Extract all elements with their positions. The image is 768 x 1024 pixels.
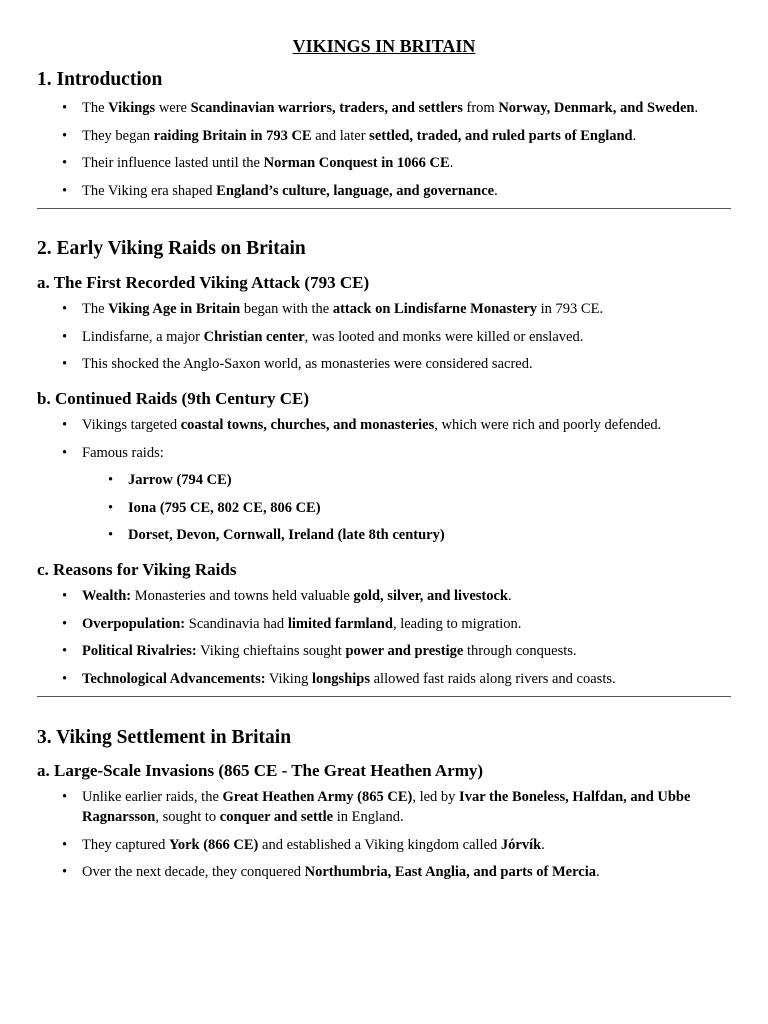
section-heading-settlement: 3. Viking Settlement in Britain — [37, 727, 292, 748]
text-run: , leading to migration. — [392, 615, 522, 632]
subsection-heading-invasions: a. Large-Scale Invasions (865 CE - The Great Heathen Army) — [37, 761, 484, 780]
text-run: Vikings targeted — [82, 417, 181, 433]
bold-text: England’s culture, language, and governance — [216, 182, 495, 199]
text-run: They captured — [82, 836, 169, 853]
bold-text: Wealth: — [82, 588, 132, 604]
bold-text: Northumbria, East Anglia, and parts of Mercia — [304, 864, 596, 880]
text-run: , led by — [412, 789, 460, 805]
list-item — [37, 862, 731, 882]
section-heading-introduction: 1. Introduction — [37, 69, 163, 90]
bold-text: York (866 CE) — [168, 836, 259, 853]
text-run: The — [82, 100, 109, 116]
subsection-heading-first-attack: a. The First Recorded Viking Attack (793 CE) — [37, 273, 370, 292]
bold-text: Jórvík — [500, 836, 542, 853]
bold-text: Christian center — [203, 328, 305, 345]
continued-raids-list — [37, 415, 731, 463]
text-run: began with the — [240, 301, 333, 317]
bold-text: Great Heathen Army (865 CE) — [222, 789, 413, 805]
text-run: Lindisfarne, a major — [82, 328, 204, 345]
bold-text: gold, silver, and livestock — [353, 588, 508, 604]
bold-text: Ivar the Boneless, Halfdan, and Ubbe Ragnarsson — [82, 789, 691, 825]
bold-text: Vikings — [108, 100, 156, 116]
text-run: Viking chieftains sought — [196, 643, 346, 659]
list-item — [37, 787, 731, 827]
raid-item — [37, 525, 731, 545]
list-item — [37, 181, 731, 201]
section-heading-early-raids: 2. Early Viking Raids on Britain — [37, 238, 306, 259]
text-run: They began — [82, 127, 154, 144]
text-run: Famous raids: — [82, 444, 164, 461]
text-run: were — [155, 100, 191, 116]
bold-text: attack on Lindisfarne Monastery — [332, 301, 538, 317]
text-run: Viking — [265, 670, 312, 687]
document-title: VIKINGS IN BRITAIN — [292, 36, 476, 56]
bold-text: Scandinavian warriors, traders, and settlers — [190, 100, 463, 116]
subsection-heading-reasons: c. Reasons for Viking Raids — [37, 560, 237, 579]
bold-text: Iona (795 CE, 802 CE, 806 CE) — [128, 499, 321, 516]
list-item — [37, 415, 731, 435]
text-run: This shocked the Anglo-Saxon world, as monasteries were considered sacred. — [82, 356, 533, 372]
bold-text: Norway, Denmark, and Sweden — [498, 100, 695, 116]
text-run: , sought to — [155, 809, 220, 825]
bold-text: Technological Advancements: — [82, 670, 266, 687]
text-run: and established a Viking kingdom called — [258, 836, 501, 853]
list-item — [37, 299, 731, 319]
section-divider — [37, 696, 731, 697]
text-run: . — [541, 836, 545, 853]
bold-text: longships — [311, 670, 370, 687]
text-run: Monasteries and towns held valuable — [131, 588, 354, 604]
bold-text: Jarrow (794 CE) — [128, 472, 232, 488]
first-attack-list — [37, 299, 731, 374]
text-run: , was looted and monks were killed or enslaved. — [304, 328, 584, 345]
text-run: The Viking era shaped — [82, 182, 217, 199]
text-run: through conquests. — [463, 643, 577, 659]
raid-item — [37, 470, 731, 490]
bold-text: coastal towns, churches, and monasteries — [180, 417, 435, 433]
bold-text: power and prestige — [345, 643, 464, 659]
text-run: . — [596, 864, 600, 880]
bold-text: Dorset, Devon, Cornwall, Ireland (late 8th century) — [128, 527, 445, 543]
list-item — [37, 98, 731, 118]
text-run: Unlike earlier raids, the — [82, 789, 223, 805]
raid-item — [37, 498, 731, 518]
text-run: Their influence lasted until the — [82, 155, 264, 171]
text-run: . — [494, 182, 498, 199]
list-item — [37, 327, 731, 347]
text-run: The — [82, 301, 109, 317]
text-run: in 793 CE. — [537, 301, 604, 317]
list-item — [37, 641, 731, 661]
invasions-list — [37, 787, 731, 882]
bold-text: Political Rivalries: — [82, 643, 197, 659]
subsection-heading-continued-raids: b. Continued Raids (9th Century CE) — [37, 389, 310, 408]
bold-text: limited farmland — [287, 615, 393, 632]
text-run: . — [632, 127, 637, 144]
bold-text: raiding Britain in 793 CE — [153, 127, 312, 144]
text-run: from — [462, 100, 499, 116]
list-item — [37, 669, 731, 689]
list-item — [37, 354, 731, 374]
bold-text: Norman Conquest in 1066 CE — [263, 155, 450, 171]
text-run: Scandinavia had — [185, 615, 288, 632]
text-run: allowed fast raids along rivers and coasts. — [370, 670, 616, 687]
bold-text: Viking Age in Britain — [108, 301, 241, 317]
text-run: . — [507, 588, 512, 604]
bold-text: conquer and settle — [219, 809, 334, 825]
famous-raids-list — [37, 470, 731, 545]
text-run: Over the next decade, they conquered — [82, 864, 305, 880]
list-item — [37, 614, 731, 634]
introduction-list — [37, 98, 731, 201]
text-run: . — [449, 155, 454, 171]
bold-text: Overpopulation: — [82, 615, 186, 632]
list-item — [37, 586, 731, 606]
text-run: , which were rich and poorly defended. — [434, 417, 662, 433]
list-item — [37, 443, 731, 463]
list-item — [37, 126, 731, 146]
reasons-list — [37, 586, 731, 689]
text-run: in England. — [333, 809, 404, 825]
list-item — [37, 153, 731, 173]
list-item — [37, 835, 731, 855]
text-run: . — [694, 100, 699, 116]
section-divider — [37, 208, 731, 209]
text-run: and later — [311, 127, 370, 144]
bold-text: settled, traded, and ruled parts of England — [369, 127, 633, 144]
